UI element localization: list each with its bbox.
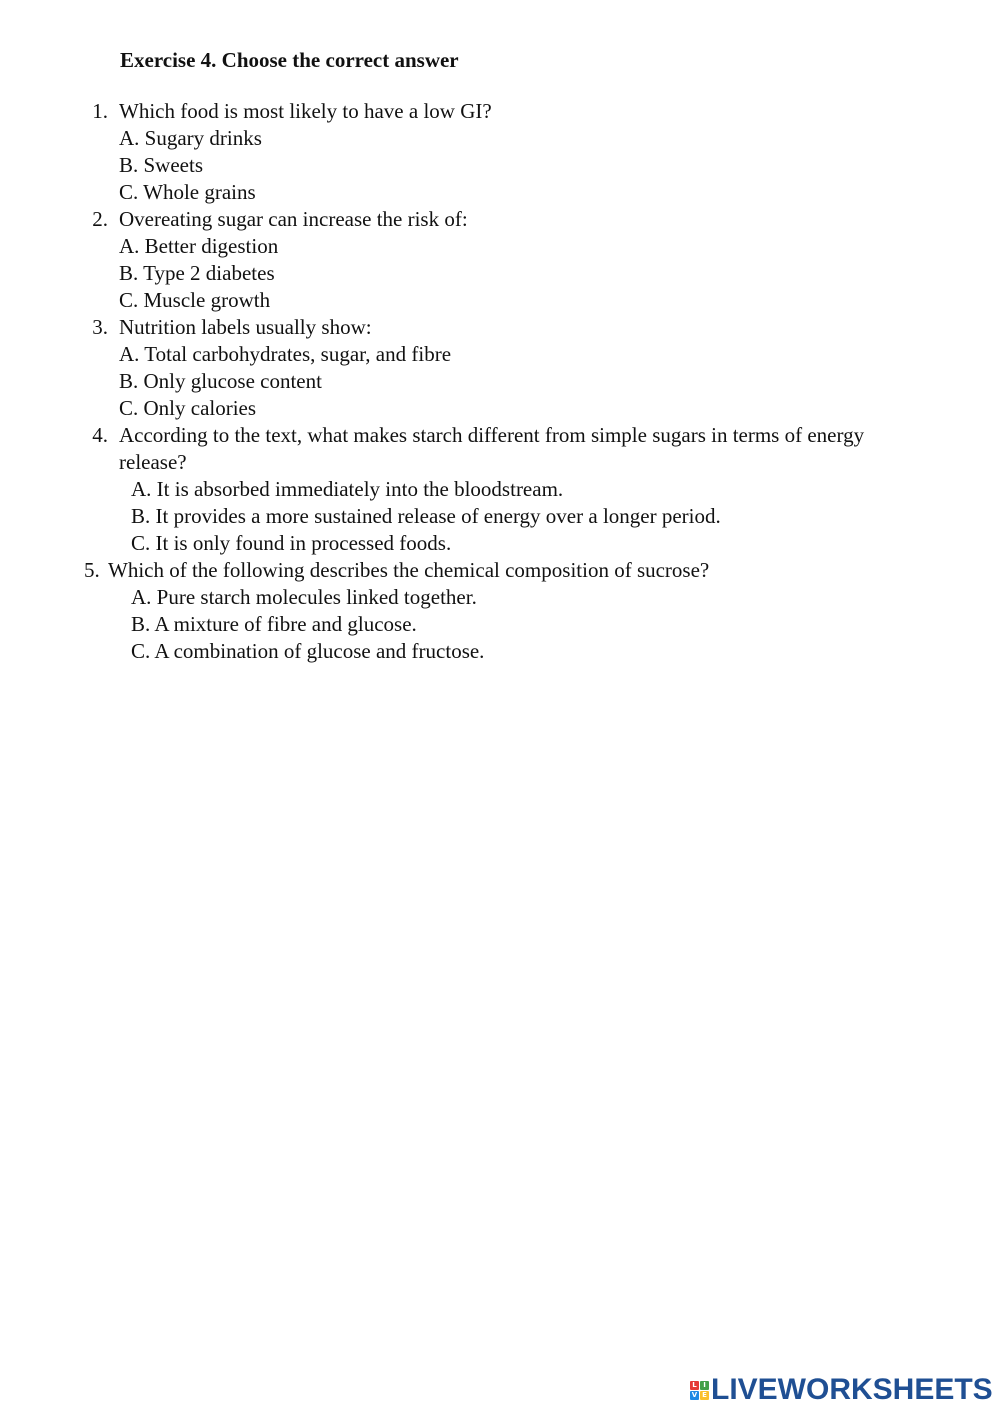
logo-mark-tile: V (691, 1390, 698, 1399)
option-b[interactable]: B. Type 2 diabetes (119, 261, 275, 285)
question-text-line-2: release? (119, 450, 187, 474)
option-a[interactable]: A. Sugary drinks (119, 126, 262, 150)
logo-mark-tile: I (700, 1381, 709, 1390)
question-number: 1. (92, 99, 108, 123)
logo-mark-icon (690, 1381, 709, 1400)
option-c[interactable]: C. It is only found in processed foods. (131, 531, 452, 555)
exercise-title: Exercise 4. Choose the correct answer (120, 48, 459, 72)
option-b[interactable]: B. Sweets (119, 153, 203, 177)
option-b[interactable]: B. It provides a more sustained release of energy over a longer period. (131, 504, 721, 528)
logo-mark-tile: E (700, 1391, 709, 1400)
option-a[interactable]: A. Total carbohydrates, sugar, and fibre (119, 342, 452, 366)
logo-text: LIVEWORKSHEETS (711, 1373, 993, 1406)
option-c[interactable]: C. Whole grains (119, 180, 256, 204)
logo-mark-tile: L (690, 1381, 699, 1390)
question-text: Which food is most likely to have a low GI? (119, 99, 492, 123)
option-a[interactable]: A. Pure starch molecules linked together. (131, 585, 477, 609)
option-b[interactable]: B. A mixture of fibre and glucose. (131, 612, 417, 636)
option-b[interactable]: B. Only glucose content (119, 369, 322, 393)
question-number: 2. (92, 207, 108, 231)
option-a[interactable]: A. It is absorbed immediately into the bloodstream. (131, 477, 564, 501)
option-c[interactable]: C. Muscle growth (119, 288, 271, 312)
option-c[interactable]: C. A combination of glucose and fructose. (131, 639, 485, 663)
liveworksheets-logo (690, 1372, 993, 1408)
question-text: Which of the following describes the chemical composition of sucrose? (108, 558, 710, 582)
question-number: 4. (92, 423, 108, 447)
option-a[interactable]: A. Better digestion (119, 234, 279, 258)
question-text: Nutrition labels usually show: (119, 315, 372, 339)
option-c[interactable]: C. Only calories (119, 396, 257, 420)
question-text-line-1: According to the text, what makes starch different from simple sugars in terms of energy (119, 423, 865, 447)
question-text: Overeating sugar can increase the risk of: (119, 207, 468, 231)
question-number: 5. (84, 558, 100, 582)
question-number: 3. (92, 315, 108, 339)
